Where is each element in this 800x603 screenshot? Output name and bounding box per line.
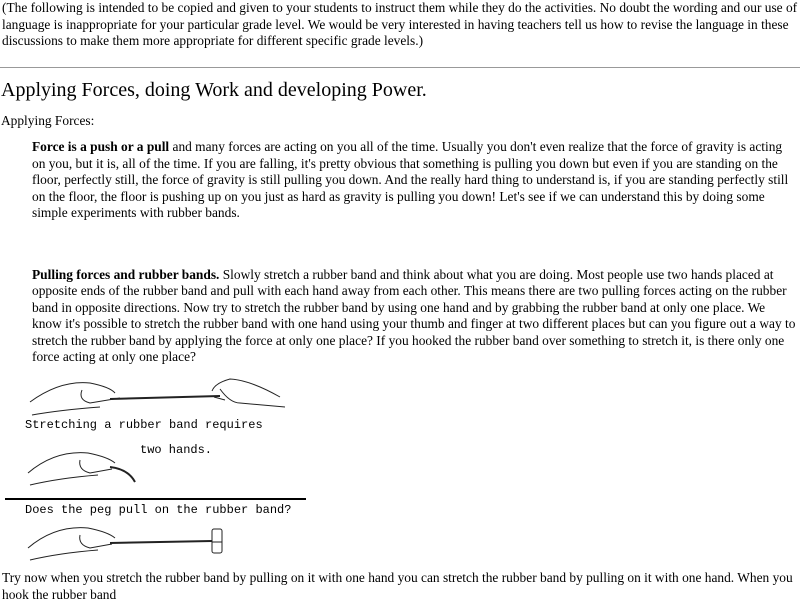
intro-note: (The following is intended to be copied and given to your students to instruct them while they do the activities. No doubt the wording and our use of language is inappropriate for your particular grade level. We would be very interested in having teachers tell us how to revise the language in these discussions to make them more appropriate for different specific grade levels.) [2,0,798,48]
paragraph-force [32,139,798,222]
paragraph-body: Slowly stretch a rubber band and think about what you are doing. Most people use two hands placed at opposite ends of the rubber band and pull with each hand away from each other. This means there are two pulling forces acting on the rubber band in opposite directions. Now try to stretch the rubber band by using one hand and by grabbing the rubber band at only one place. We know it's possible to stretch the rubber band with one hand using your thumb and finger at two different places but can you figure out a way to stretch the rubber band by applying the force at only one place? If you hooked the rubber band over something to stretch it, is there only one force acting at only one place? [32,266,796,364]
divider [0,67,800,68]
hands-drawing [0,365,320,565]
caption-peg-question: Does the peg pull on the rubber band? [25,503,292,517]
section-heading: Applying Forces: [1,112,95,128]
caption-two-hands: two hands. [140,443,213,457]
caption-stretching: Stretching a rubber band requires [25,418,263,432]
page-title: Applying Forces, doing Work and developing Power. [1,78,427,101]
paragraph-body: and many forces are acting on you all of the time. Usually you don't even realize that the force of gravity is acting on you, but it is, all of the time. If you are falling, it's pretty obvious that something is pulling you down but even if you are standing on the floor, perfectly still, the force of gravity is still pulling you down. And the really hard thing to understand is, if you are standing perfectly still on the floor, the floor is pushing up on you just as hard as gravity is pulling you down! Let's see if we can understand this by doing some simple experiments with rubber bands. [32,139,789,220]
paragraph-rubber-bands [32,267,798,366]
paragraph-lead: Force is a push or a pull [32,139,170,154]
paragraph-lead: Pulling forces and rubber bands. [32,266,220,282]
paragraph-continued: Try now when you stretch the rubber band by pulling on it with one hand you can stretch the rubber band by pulling on it with one hand. When you hook the rubber band [2,570,793,602]
rubber-band-illustration [0,365,320,565]
